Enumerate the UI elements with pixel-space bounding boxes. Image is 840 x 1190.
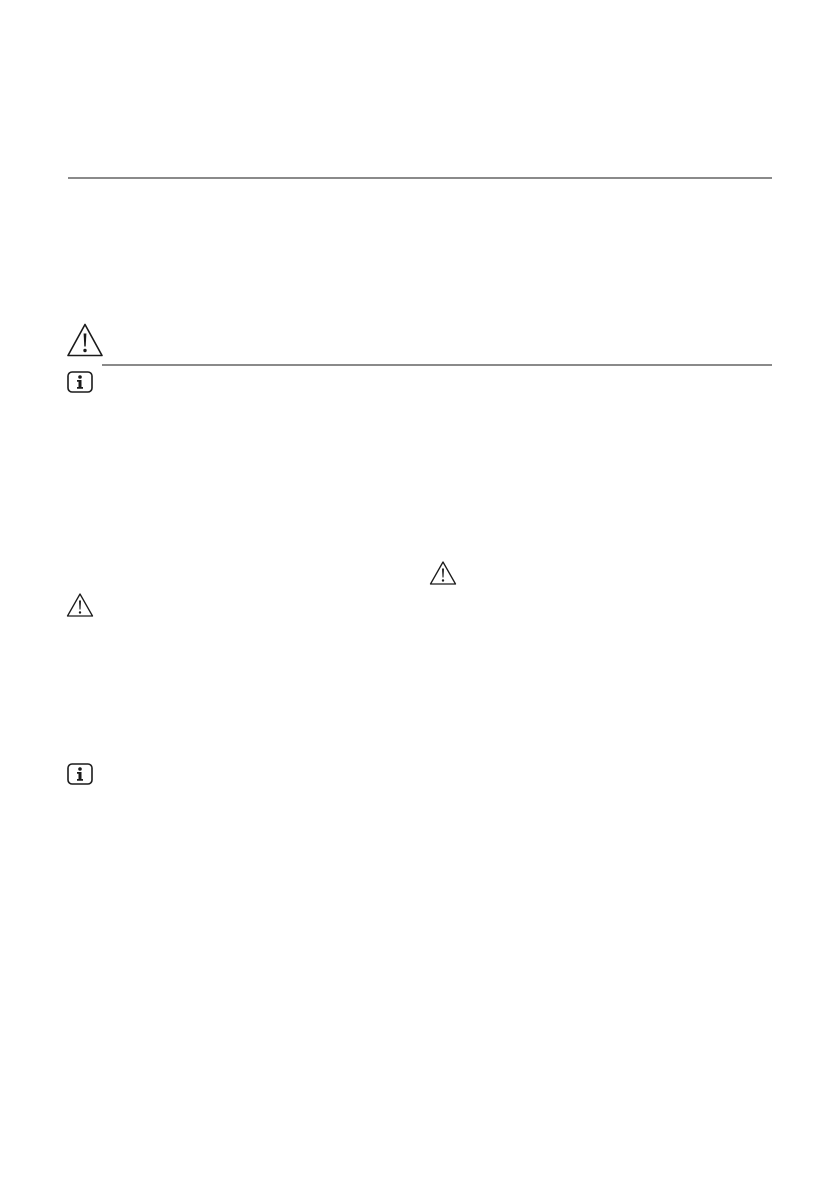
warning-icon xyxy=(429,560,457,586)
warning-icon xyxy=(66,592,94,618)
info-icon xyxy=(67,763,93,785)
section-divider-top xyxy=(68,177,772,179)
warning-icon xyxy=(66,322,104,358)
warning-divider xyxy=(102,364,772,366)
info-icon xyxy=(67,371,93,393)
